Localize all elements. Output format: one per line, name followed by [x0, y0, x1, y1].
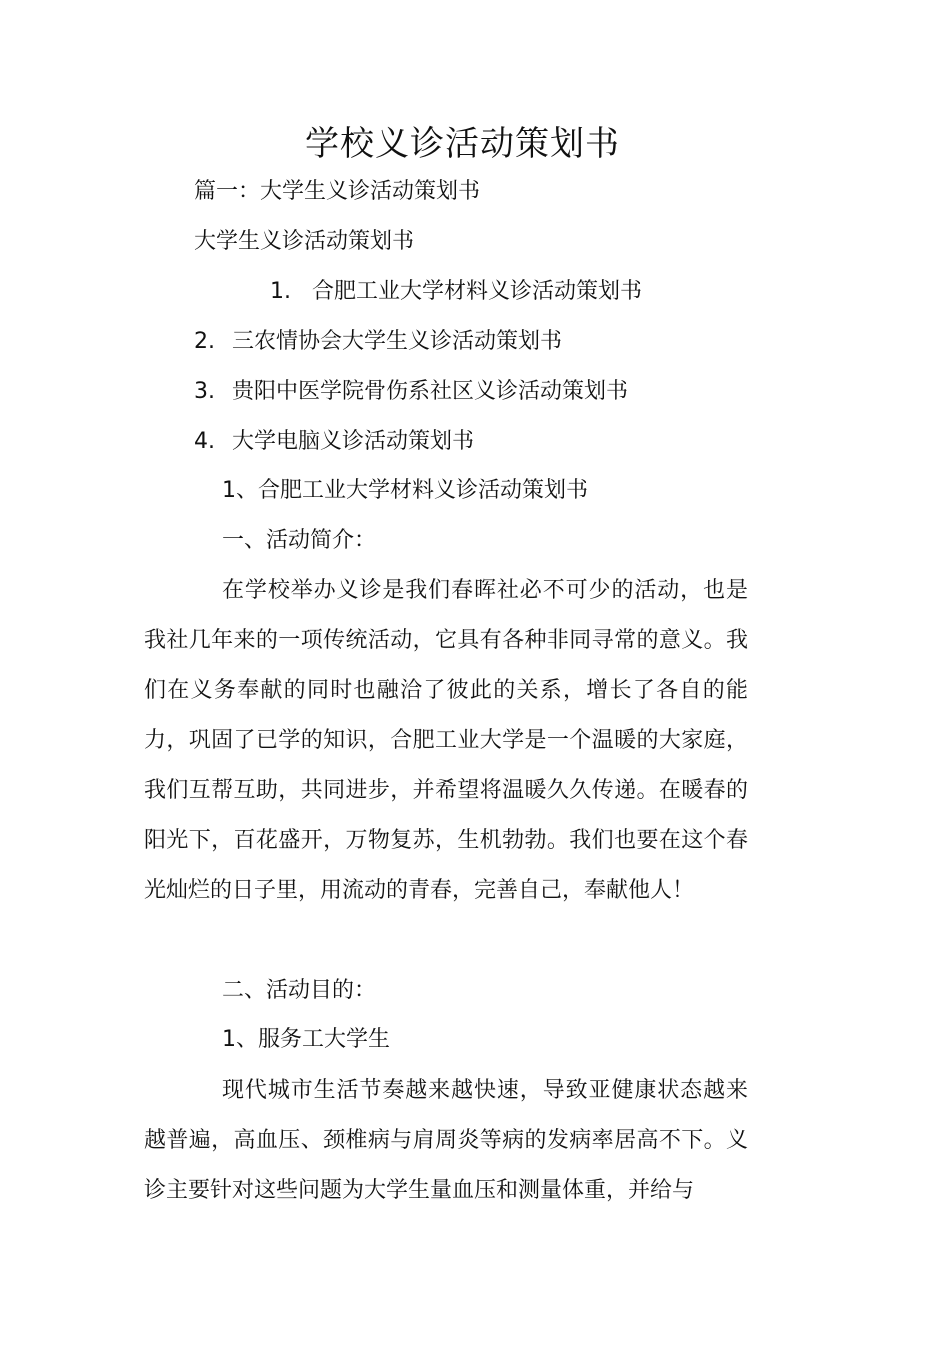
toc-item-number: 1. [270, 279, 291, 304]
intro-paragraph: 在学校举办义诊是我们春晖社必不可少的活动，也是我社几年来的一项传统活动，它具有各种非同寻常的意义。我们在义务奉献的同时也融洽了彼此的关系，增长了各自的能力，巩固了已学的知识，合肥工业大学是一个温暖的大家庭，我们互帮互助，共同进步，并希望将温暖久久传递。在暖春的阳光下，百花盛开，万物复苏，生机勃勃。我们也要在这个春光灿烂的日子里，用流动的青春，完善自己，奉献他人！ [144, 578, 748, 903]
toc-item-3 [194, 377, 628, 407]
toc-item-number: 4. [194, 429, 215, 454]
toc-item-text: 贵阳中医学院骨伤系社区义诊活动策划书 [232, 379, 629, 404]
sub-heading-purpose-1: 1、服务工大学生 [222, 1027, 390, 1052]
purpose-paragraph: 现代城市生活节奏越来越快速，导致亚健康状态越来越普遍，高血压、颈椎病与肩周炎等病的发病率居高不下。义诊主要针对这些问题为大学生量血压和测量体重，并给与 [144, 1078, 748, 1203]
document-title: 学校义诊活动策划书 [305, 124, 620, 164]
toc-item-number: 2. [194, 329, 215, 354]
toc-item-number: 3. [194, 379, 215, 404]
subtitle: 大学生义诊活动策划书 [194, 229, 415, 254]
toc-item-1 [270, 277, 642, 307]
toc-item-text: 合肥工业大学材料义诊活动策划书 [312, 279, 643, 304]
heading-intro: 一、活动简介： [222, 528, 377, 553]
chapter-heading: 篇一：大学生义诊活动策划书 [194, 179, 481, 204]
heading-purpose: 二、活动目的： [222, 978, 377, 1003]
toc-item-text: 大学电脑义诊活动策划书 [232, 429, 475, 454]
toc-item-2 [194, 327, 562, 357]
toc-item-4 [194, 427, 474, 457]
section-title: 1、合肥工业大学材料义诊活动策划书 [222, 478, 588, 503]
toc-item-text: 三农情协会大学生义诊活动策划书 [232, 329, 563, 354]
